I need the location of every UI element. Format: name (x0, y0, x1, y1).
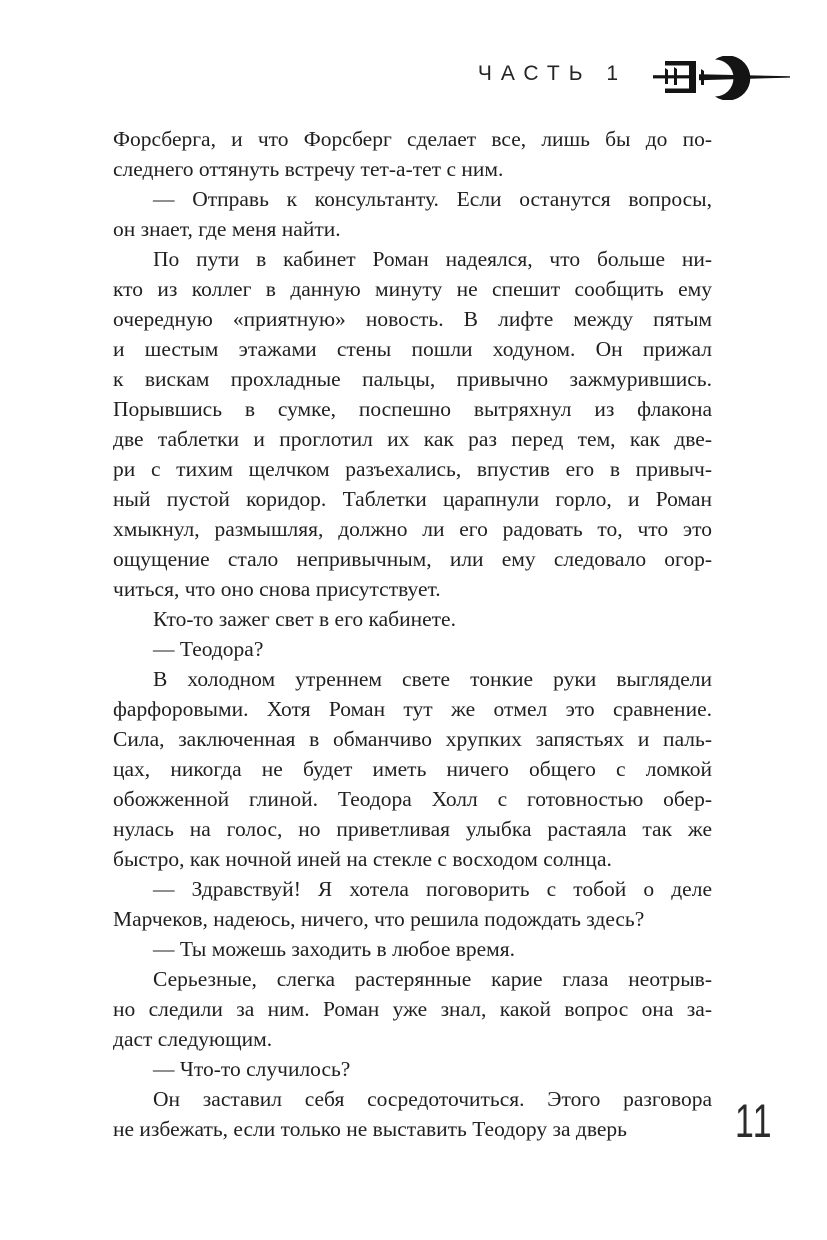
text-line: обожженной глиной. Теодора Холл с готовностью обер- (113, 787, 712, 811)
text-line: ощущение стало непривычным, или ему следовало огор- (113, 547, 712, 571)
text-line: очередную «приятную» новость. В лифте между пятым (113, 307, 712, 331)
text-line: В холодном утреннем свете тонкие руки выглядели (153, 667, 712, 691)
text-line: не избежать, если только не выставить Теодору за дверь (113, 1117, 627, 1141)
text-line: — Что-то случилось? (153, 1057, 351, 1081)
text-line: кто из коллег в данную минуту не спешит сообщить ему (113, 277, 712, 301)
text-line: хмыкнул, размышляя, должно ли его радовать то, что это (113, 517, 712, 541)
text-line: ный пустой коридор. Таблетки царапнули горло, и Роман (113, 487, 712, 511)
text-line: Серьезные, слегка растерянные карие глаза неотрыв- (153, 967, 712, 991)
text-line: цах, никогда не будет иметь ничего общего с ломкой (113, 757, 712, 781)
text-line: но следили за ним. Роман уже знал, какой вопрос она за- (113, 997, 712, 1021)
text-line: и шестым этажами стены пошли ходуном. Он прижал (113, 337, 712, 361)
text-line: Форсберга, и что Форсберг сделает все, лишь бы до по- (113, 127, 712, 151)
text-line: Сила, заключенная в обманчиво хрупких запястьях и паль- (113, 727, 712, 751)
page-number: 11 (734, 1094, 774, 1147)
text-line: — Теодора? (153, 637, 264, 661)
text-line: — Ты можешь заходить в любое время. (153, 937, 516, 961)
text-line: Он заставил себя сосредоточиться. Этого разговора (153, 1087, 712, 1111)
chapter-heading: ЧАСТЬ 1 (477, 62, 627, 85)
text-line: Кто-то зажег свет в его кабинете. (153, 607, 456, 631)
text-line: он знает, где меня найти. (113, 217, 341, 241)
text-line: две таблетки и проглотил их как раз перед тем, как две- (113, 427, 712, 451)
text-line: ри с тихим щелчком разъехались, впустив его в привыч- (113, 457, 712, 481)
text-line: к вискам прохладные пальцы, привычно зажмурившись. (113, 367, 712, 391)
text-line: нулась на голос, но приветливая улыбка растаяла так же (113, 817, 712, 841)
text-line: — Отправь к консультанту. Если останутся вопросы, (153, 187, 712, 211)
text-line: — Здравствуй! Я хотела поговорить с тобой о деле (153, 877, 712, 901)
text-line: даст следующим. (113, 1027, 273, 1051)
text-line: следнего оттянуть встречу тет-а-тет с ним. (113, 157, 504, 181)
text-line: фарфоровыми. Хотя Роман тут же отмел это сравнение. (113, 697, 712, 721)
body-text (113, 124, 712, 1144)
dagger-crescent-ornament-icon (653, 56, 790, 100)
text-line: Порывшись в сумке, поспешно вытряхнул из флакона (113, 397, 712, 421)
text-line: По пути в кабинет Роман надеялся, что больше ни- (153, 247, 712, 271)
text-line: быстро, как ночной иней на стекле с восходом солнца. (113, 847, 612, 871)
text-line: Марчеков, надеюсь, ничего, что решила подождать здесь? (113, 907, 645, 931)
text-line: читься, что оно снова присутствует. (113, 577, 441, 601)
